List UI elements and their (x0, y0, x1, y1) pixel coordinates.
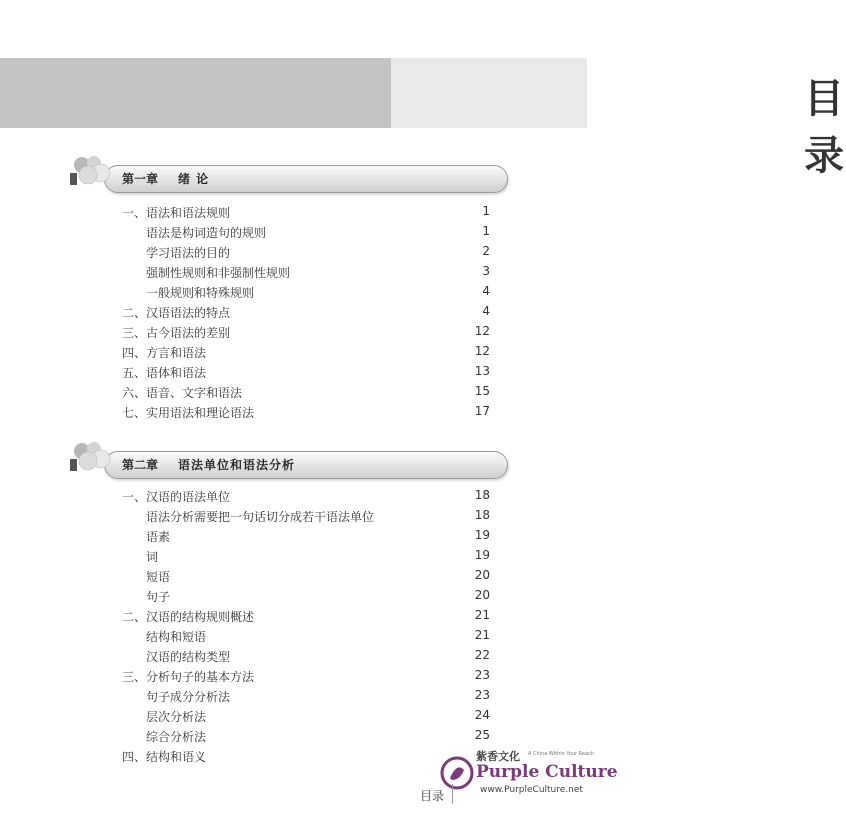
toc-entry-page: 25 (474, 728, 490, 742)
toc-entry[interactable] (0, 606, 600, 626)
chapter-bar (104, 165, 508, 193)
toc-entry-title: 语法是构词造句的规则 (146, 226, 267, 240)
toc-entry[interactable] (0, 222, 600, 242)
toc-entry[interactable] (0, 666, 600, 686)
toc-entry-title: 结构和短语 (146, 630, 207, 644)
toc-entry[interactable] (0, 302, 600, 322)
toc-entry-page: 21 (474, 608, 490, 622)
toc-entry[interactable] (0, 362, 600, 382)
toc-entry-page: 15 (474, 384, 490, 398)
toc-entry-title: 层次分析法 (146, 710, 207, 724)
toc-entry-page: 12 (474, 324, 490, 338)
toc-entry-page: 4 (482, 284, 490, 298)
header-right-panel (391, 58, 846, 179)
toc-entry-title: 短语 (146, 570, 171, 584)
toc-entry[interactable] (0, 202, 600, 222)
chapter-heading-1[interactable] (68, 163, 508, 199)
toc-entry[interactable] (0, 282, 600, 302)
toc-entry-page: 3 (482, 264, 490, 278)
toc-entry[interactable] (0, 546, 600, 566)
toc-entry-page: 12 (474, 344, 490, 358)
toc-entry-page: 1 (482, 204, 490, 218)
toc-entry-title: 五、语体和语法 (122, 366, 207, 380)
watermark-chinese-name: 紫香文化 (476, 750, 520, 763)
toc-entry[interactable] (0, 646, 600, 666)
toc-entry[interactable] (0, 706, 600, 726)
toc-entry-title: 综合分析法 (146, 730, 207, 744)
toc-entry-page: 13 (474, 364, 490, 378)
toc-entry[interactable] (0, 486, 600, 506)
toc-entry-page: 4 (482, 304, 490, 318)
toc-entry-title: 一、汉语的语法单位 (122, 490, 231, 504)
chapter-bar (104, 451, 508, 479)
toc-entry[interactable] (0, 626, 600, 646)
toc-list-chapter-2 (0, 486, 600, 766)
footer-section-label: 目录 (420, 789, 445, 803)
toc-entry[interactable] (0, 566, 600, 586)
toc-entry[interactable] (0, 342, 600, 362)
toc-entry-page: 21 (474, 628, 490, 642)
toc-entry-page: 18 (474, 488, 490, 502)
watermark-brand-name: Purple Culture (476, 762, 618, 782)
toc-entry-page: 19 (474, 528, 490, 542)
cloud-icon (68, 441, 118, 481)
toc-entry-title: 三、古今语法的差别 (122, 326, 231, 340)
page-title: 目录 (804, 75, 846, 179)
footer-divider (452, 784, 453, 804)
toc-entry-title: 一、语法和语法规则 (122, 206, 231, 220)
toc-entry-title: 二、汉语语法的特点 (122, 306, 231, 320)
toc-entry[interactable] (0, 402, 600, 422)
toc-entry-title: 句子 (146, 590, 171, 604)
toc-entry-title: 语素 (146, 530, 171, 544)
chapter-heading-2[interactable] (68, 449, 508, 485)
toc-entry-title: 强制性规则和非强制性规则 (146, 266, 291, 280)
toc-entry-title: 二、汉语的结构规则概述 (122, 610, 255, 624)
toc-entry-title: 四、方言和语法 (122, 346, 207, 360)
toc-entry[interactable] (0, 322, 600, 342)
toc-entry-page: 20 (474, 588, 490, 602)
toc-entry-page: 2 (482, 244, 490, 258)
chapter-title: 语法单位和语法分析 (178, 458, 296, 472)
toc-list-chapter-1 (0, 202, 600, 422)
toc-entry-page: 20 (474, 568, 490, 582)
toc-entry-page: 22 (474, 648, 490, 662)
toc-entry-title: 三、分析句子的基本方法 (122, 670, 255, 684)
toc-entry-page: 23 (474, 668, 490, 682)
watermark-tagline: A China Within Your Reach (528, 751, 594, 757)
toc-entry-title: 句子成分分析法 (146, 690, 231, 704)
watermark-url: www.PurpleCulture.net (480, 785, 583, 795)
purple-culture-logo-icon (440, 756, 474, 790)
cloud-icon (68, 155, 118, 195)
toc-entry-page: 19 (474, 548, 490, 562)
chapter-number: 第一章 (122, 172, 159, 186)
chapter-title: 绪 论 (178, 172, 210, 186)
toc-entry[interactable] (0, 242, 600, 262)
toc-entry[interactable] (0, 686, 600, 706)
chapter-number: 第二章 (122, 458, 159, 472)
toc-entry-page: 18 (474, 508, 490, 522)
toc-entry[interactable] (0, 526, 600, 546)
toc-entry[interactable] (0, 586, 600, 606)
header-left-panel (0, 58, 391, 128)
toc-entry-page: 17 (474, 404, 490, 418)
toc-entry[interactable] (0, 726, 600, 746)
toc-entry-title: 一般规则和特殊规则 (146, 286, 255, 300)
toc-entry-title: 词 (146, 550, 159, 564)
toc-entry-title: 七、实用语法和理论语法 (122, 406, 255, 420)
toc-entry-page: 24 (474, 708, 490, 722)
toc-entry-title: 六、语音、文字和语法 (122, 386, 243, 400)
toc-entry-title: 学习语法的目的 (146, 246, 231, 260)
watermark (440, 748, 618, 798)
toc-entry[interactable] (0, 382, 600, 402)
toc-entry-page: 23 (474, 688, 490, 702)
toc-entry[interactable] (0, 262, 600, 282)
toc-entry-title: 语法分析需要把一句话切分成若干语法单位 (146, 510, 375, 524)
toc-entry-page: 1 (482, 224, 490, 238)
toc-entry-title: 四、结构和语义 (122, 750, 207, 764)
toc-entry[interactable] (0, 506, 600, 526)
toc-entry-title: 汉语的结构类型 (146, 650, 231, 664)
